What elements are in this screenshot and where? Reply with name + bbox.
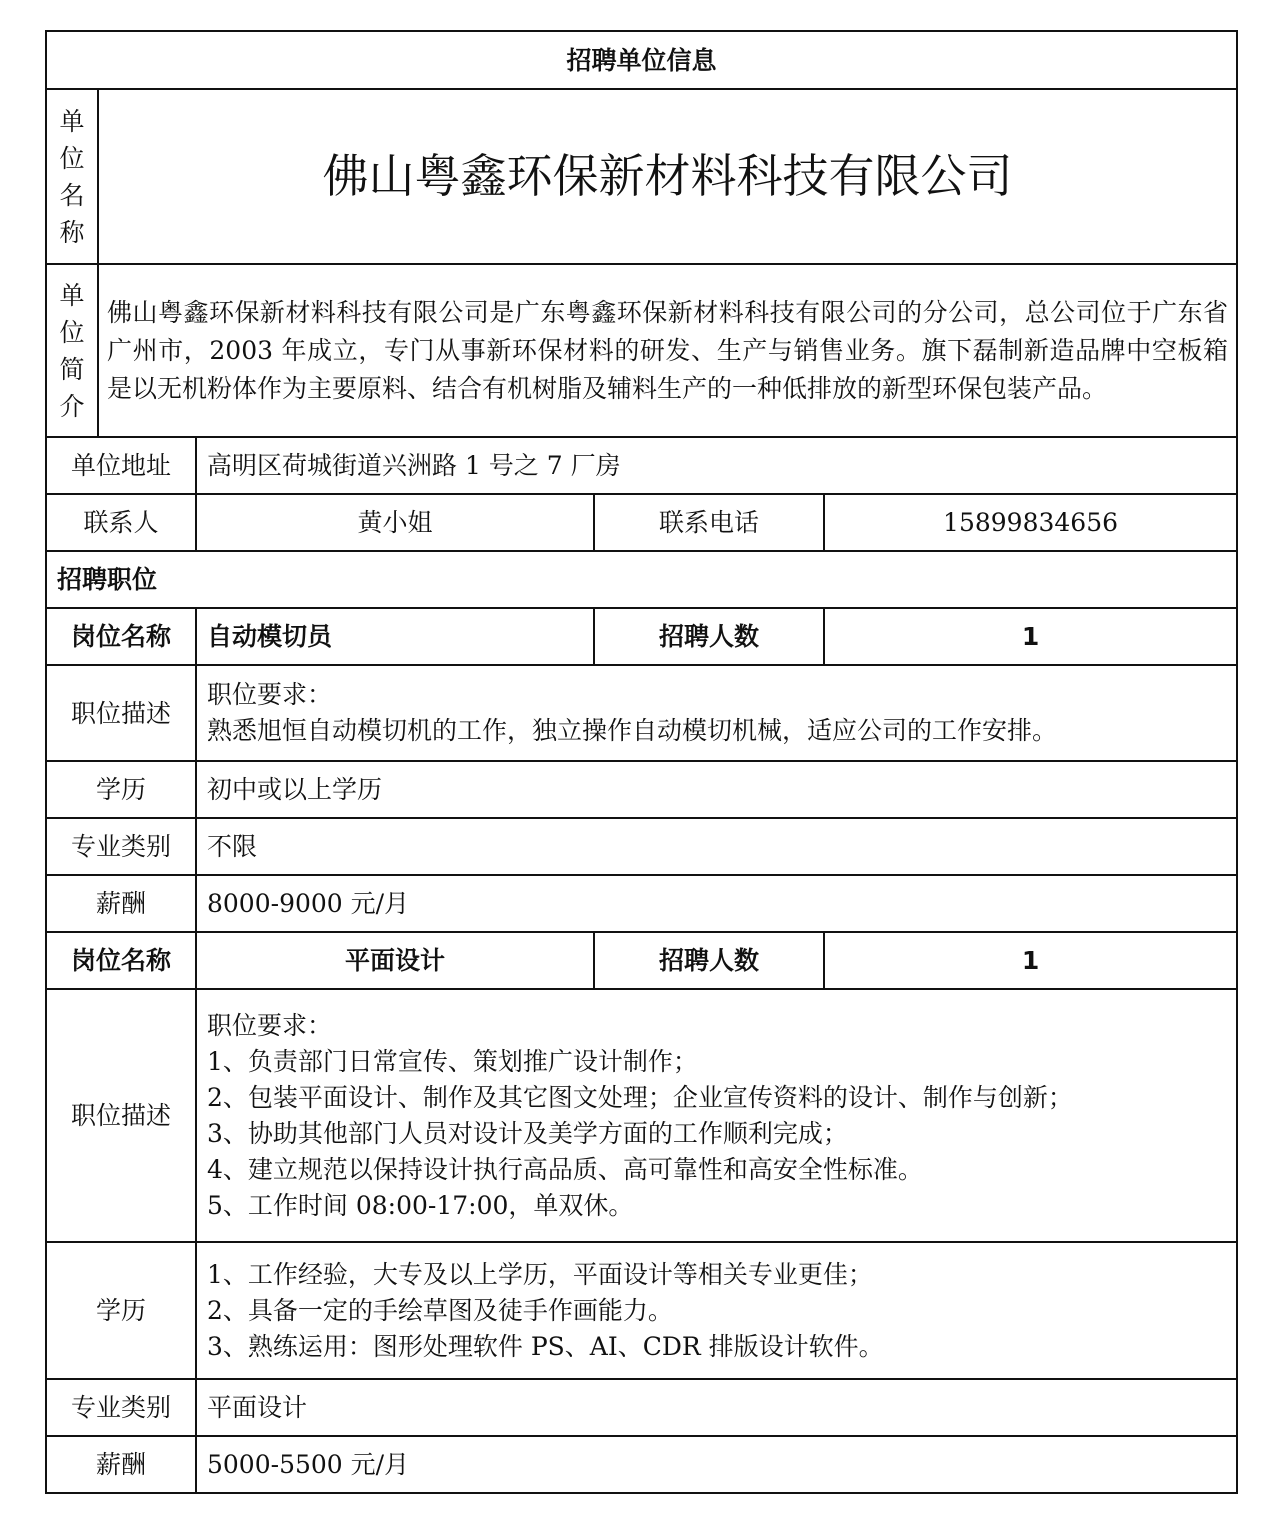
- recruitment-table: [45, 30, 1238, 1494]
- education-value: [196, 1242, 1237, 1379]
- contact-label: 联系人: [46, 494, 196, 551]
- education-label: 学历: [46, 1242, 196, 1379]
- salary-value: 8000-9000 元/月: [196, 875, 1237, 932]
- description-line: 2、包装平面设计、制作及其它图文处理；企业宣传资料的设计、制作与创新；: [207, 1082, 1073, 1112]
- education-line: 2、具备一定的手绘草图及徒手作画能力。: [207, 1295, 673, 1325]
- position-title-row: [46, 932, 1237, 989]
- salary-label: 薪酬: [46, 875, 196, 932]
- major-value: 平面设计: [196, 1379, 1237, 1436]
- phone-label: 联系电话: [594, 494, 824, 551]
- description-line: 职位要求：: [207, 1010, 333, 1040]
- job-description-label: 职位描述: [46, 989, 196, 1242]
- position-name: 平面设计: [196, 932, 594, 989]
- description-line: 3、协助其他部门人员对设计及美学方面的工作顺利完成；: [207, 1118, 848, 1148]
- education-label: 学历: [46, 761, 196, 818]
- headcount-value: 1: [824, 932, 1237, 989]
- education-line: 1、工作经验，大专及以上学历，平面设计等相关专业更佳；: [207, 1259, 873, 1289]
- phone-value: 15899834656: [824, 494, 1237, 551]
- position-name-label: 岗位名称: [46, 608, 196, 665]
- description-line: 1、负责部门日常宣传、策划推广设计制作；: [207, 1046, 698, 1076]
- company-intro: 佛山粤鑫环保新材料科技有限公司是广东粤鑫环保新材料科技有限公司的分公司，总公司位于广东省广州市，2003 年成立，专门从事新环保材料的研发、生产与销售业务。旗下磊制新造品牌中空板箱是以无机粉体作为主要原料、结合有机树脂及辅料生产的一种低排放的新型环保包装产品。: [98, 264, 1237, 437]
- address-value: 高明区荷城街道兴洲路 1 号之 7 厂房: [196, 437, 1237, 494]
- recruitment-form: [45, 30, 1236, 1494]
- major-value: 不限: [196, 818, 1237, 875]
- headcount-label: 招聘人数: [594, 608, 824, 665]
- form-title: 招聘单位信息: [46, 31, 1237, 89]
- description-line: 熟悉旭恒自动模切机的工作，独立操作自动模切机械，适应公司的工作安排。: [207, 716, 1058, 745]
- position-title-row: [46, 608, 1237, 665]
- description-line: 5、工作时间 08:00-17:00，单双休。: [207, 1190, 634, 1220]
- education-value: 初中或以上学历: [196, 761, 1237, 818]
- company-intro-label: 单 位 简 介: [46, 264, 98, 437]
- headcount-value: 1: [824, 608, 1237, 665]
- contact-value: 黄小姐: [196, 494, 594, 551]
- position-name-label: 岗位名称: [46, 932, 196, 989]
- job-description-label: 职位描述: [46, 665, 196, 761]
- address-label: 单位地址: [46, 437, 196, 494]
- major-label: 专业类别: [46, 818, 196, 875]
- major-label: 专业类别: [46, 1379, 196, 1436]
- description-line: 职位要求：: [207, 680, 333, 709]
- salary-value: 5000-5500 元/月: [196, 1436, 1237, 1493]
- job-description: [196, 665, 1237, 761]
- salary-label: 薪酬: [46, 1436, 196, 1493]
- positions-heading: 招聘职位: [46, 551, 1237, 608]
- position-name: 自动模切员: [196, 608, 594, 665]
- education-line: 3、熟练运用：图形处理软件 PS、AI、CDR 排版设计软件。: [207, 1331, 884, 1361]
- company-name-label: 单 位 名 称: [46, 89, 98, 264]
- headcount-label: 招聘人数: [594, 932, 824, 989]
- company-name: 佛山粤鑫环保新材料科技有限公司: [98, 89, 1237, 264]
- description-line: 4、建立规范以保持设计执行高品质、高可靠性和高安全性标准。: [207, 1154, 923, 1184]
- job-description: [196, 989, 1237, 1242]
